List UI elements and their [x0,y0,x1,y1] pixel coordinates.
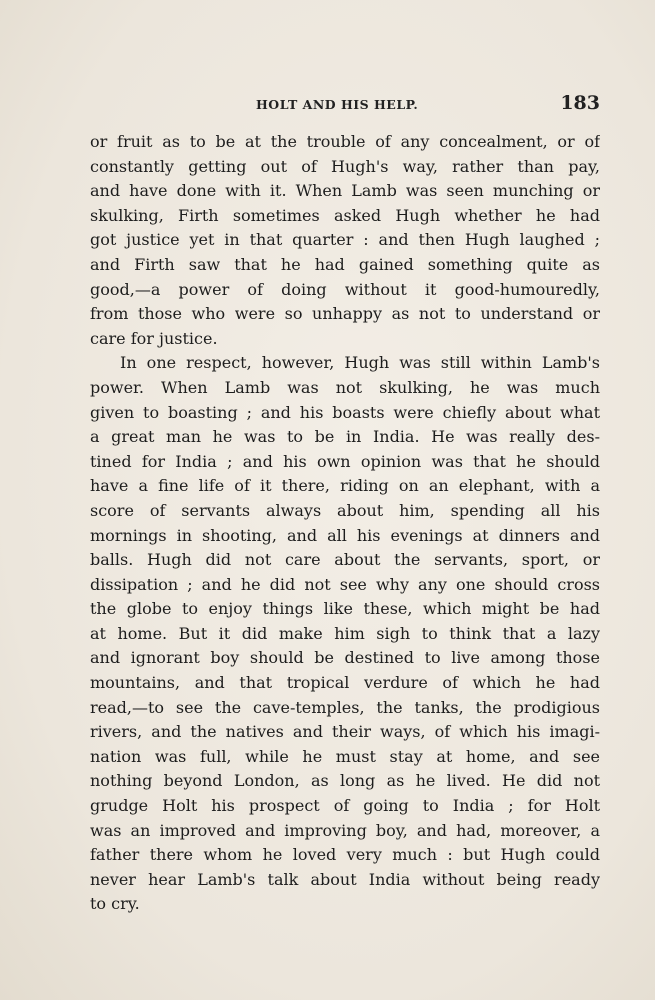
page-header [88,92,600,116]
text-line: from those who were so unhappy as not to understand or [90,304,600,324]
text-line: and have done with it. When Lamb was seen munching or [90,181,600,201]
page-number: 183 [560,92,600,114]
text-line: good,—a power of doing without it good-humouredly, [90,279,600,299]
text-line: read,—to see the cave-temples, the tanks, the prodigious [90,697,600,717]
text-line: skulking, Firth sometimes asked Hugh whether he had [90,205,600,225]
text-line: at home. But it did make him sigh to think that a lazy [90,623,600,643]
text-line: given to boasting ; and his boasts were chiefly about what [90,402,600,422]
text-line: mornings in shooting, and all his evenings at dinners and [90,525,600,545]
text-line: and ignorant boy should be destined to live among those [90,648,600,668]
body-text [90,130,600,917]
text-line: got justice yet in that quarter : and then Hugh laughed ; [90,230,600,250]
text-line: have a fine life of it there, riding on an elephant, with a [90,476,600,496]
text-line: nothing beyond London, as long as he lived. He did not [90,771,600,791]
text-line: tined for India ; and his own opinion was that he should [90,451,600,471]
text-line: a great man he was to be in India. He was really des- [90,427,600,447]
text-line: score of servants always about him, spending all his [90,500,600,520]
paragraph-2 [90,351,600,917]
text-line: never hear Lamb's talk about India without being ready [90,869,600,889]
running-title: HOLT AND HIS HELP. [256,97,419,112]
text-line: was an improved and improving boy, and had, moreover, a [90,820,600,840]
text-line: grudge Holt his prospect of going to India ; for Holt [90,796,600,816]
text-line: power. When Lamb was not skulking, he was much [90,377,600,397]
text-line: rivers, and the natives and their ways, of which his imagi- [90,722,600,742]
text-line: or fruit as to be at the trouble of any concealment, or of [90,132,600,151]
text-line: nation was full, while he must stay at home, and see [90,746,600,766]
paragraph-1 [90,130,600,351]
text-line: constantly getting out of Hugh's way, rather than pay, [90,156,600,176]
text-line: balls. Hugh did not care about the servants, sport, or [90,550,600,570]
text-line: care for justice. [90,328,218,348]
text-line: to cry. [90,894,140,914]
text-line: dissipation ; and he did not see why any one should cross [90,574,600,594]
text-line: and Firth saw that he had gained something quite as [90,254,600,274]
text-line: mountains, and that tropical verdure of which he had [90,673,600,693]
text-line: In one respect, however, Hugh was still within Lamb's [120,353,600,373]
text-line: father there whom he loved very much : but Hugh could [90,845,600,865]
text-line: the globe to enjoy things like these, which might be had [90,599,600,619]
